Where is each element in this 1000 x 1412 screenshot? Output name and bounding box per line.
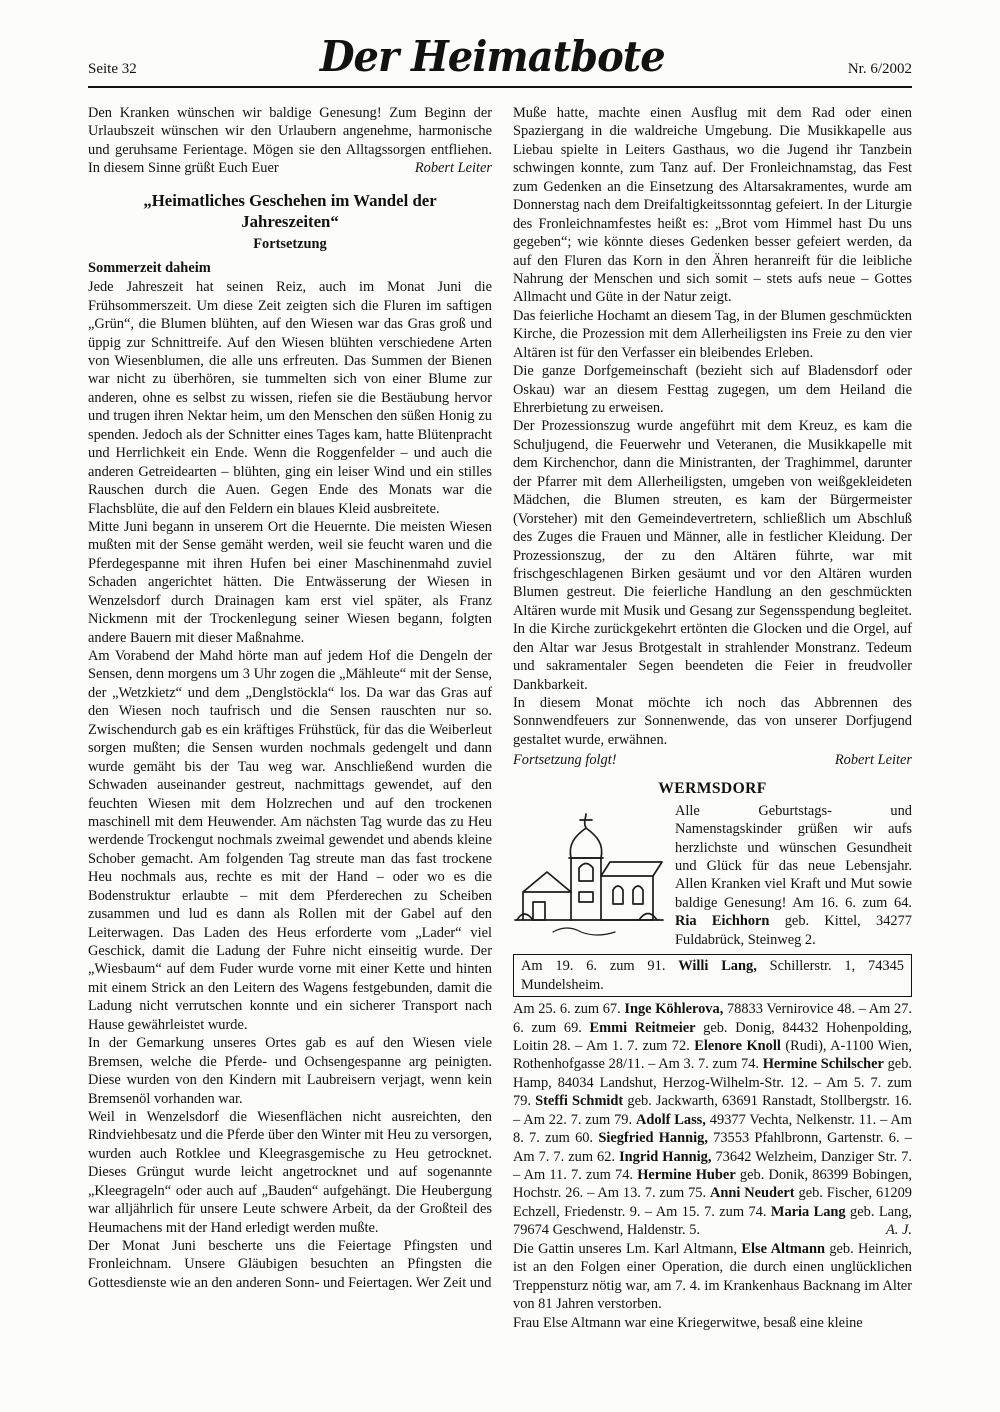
intro-text: Den Kranken wünschen wir baldige Genesung! Zum Beginn der Urlaubszeit wünschen wir den Urlaubern angenehme, harmonische und geruhsame Ferientage. Mögen sie den Alltagssorgen entfliehen. In diesem Sinne grüßt Euch Euer <box>88 105 492 177</box>
obituary-paragraph: Die Gattin unseres Lm. Karl Altmann, Else Altmann geb. Heinrich, ist an den Folgen einer Operation, die durch einen unglücklichen Treppensturz nötig war, am 7. 4. im Krankenhaus Backnang im Alter von 81 Jahren verstorben. <box>513 1240 913 1313</box>
article-paragraph: Der Prozessionszug wurde angeführt mit dem Kreuz, es kam die Schuljugend, die Feuerwehr und Veteranen, die Musikkapelle mit dem Kirchenchor, dann die Ministranten, der Traghimmel, darunter der Pfarrer mit dem Allerheiligsten, umgeben von weißgekleideten Mädchen, die Blumen streuten, es kam der Bürgermeister (Vorsteher) mit den Gemeindevertretern, schließlich um Abschluß des Zuges die Frauen und Männer, alle in festlicher Kleidung. Der Prozessionszug, der zu den Altären führte, war mit frischgeschlagenen Birken gesäumt und vor den Altären wurden Blumen gestreut. Die feierliche Handlung an den geschmückten Altären wurde mit Musik und Gesang zur Segensspendung begleitet. In die Kirche zurückgekehrt ertönten die Glocken und die Orgel, auf den Altar war Jesus Brotgestalt in strahlender Monstranz. Tedeum und sakramentaler Segen beendeten die Feier in freudvoller Dankbarkeit. <box>513 418 912 693</box>
left-column <box>88 104 492 1332</box>
church-line-drawing-svg <box>513 804 665 938</box>
church-illustration <box>513 804 665 938</box>
birthday-list: Am 25. 6. zum 67. Inge Köhlerova, 78833 Vernirovice 48. – Am 27. 6. zum 69. Emmi Reitmeier geb. Donig, 84432 Hohenpolding, Loitin 28. – Am 1. 7. zum 72. Elenore Knoll (Rudi), A-1100 Wien, Rothenhofgasse 28/11. – Am 3. 7. zum 74. Hermine Schilscher geb. Hamp, 84034 Landshut, Herzog-Wilhelm-Str. 12. – Am 5. 7. zum 79. Steffi Schmidt geb. Jackwarth, 63691 Ranstadt, Stollbergstr. 16. – Am 22. 7. zum 79. Adolf Lass, 49377 Vechta, Nelkenstr. 11. – Am 8. 7. zum 60. Siegfried Hannig, 73553 Pfahlbronn, Gartenstr. 6. – Am 7. 7. zum 62. Ingrid Hannig, 73642 Welzheim, Danziger Str. 7. – Am 11. 7. zum 74. Hermine Huber geb. Donik, 86399 Bobingen, Hochstr. 26. – Am 13. 7. zum 75. Anni Neudert geb. Fischer, 61209 Echzell, Friedenstr. 9. – Am 15. 7. zum 74. Maria Lang geb. Lang, 79674 Geschwend, Haldenstr. 5. <box>513 1001 913 1239</box>
article-paragraph: Muße hatte, machte einen Ausflug mit dem Rad oder einen Spaziergang in die waldreiche Umgebung. Die Musikkapelle aus Liebau spielte in Leiters Gasthaus, wo die Jugend ihr Tanzbein schwingen konnte, zum Tanz auf. Der Fronleichnamstag, das Fest zum Gedenken an die Einsetzung des Altarsakramentes, wurde am Donnerstag nach dem Dreifaltigkeitssonntag gefeiert. In der Liturgie des Fronleichnamfestes heißt es: „Brot vom Himmel hast Du uns gegeben“; wie könnte dieses Gedenken besser gefeiert werden, da auf den Fluren das Korn in den Ähren heranreift für die leibliche Nahrung der Menschen und sich somit – stets aufs neue – Gottes Allmacht und Güte in der Natur zeigt. <box>513 105 912 306</box>
page-number: Seite 32 <box>88 61 137 77</box>
birthday-initials: A. J. <box>886 1222 912 1239</box>
article-paragraph: Am Vorabend der Mahd hörte man auf jedem Hof die Dengeln der Sensen, denn morgens um 3 Uhr zogen die „Mähleute“ mit der Sense, der „Wetzkietz“ und dem „Denglstöckla“ los. Da war das Gras auf den Wiesen noch taufrisch und die Sensen rauschten nur so. Zwischendurch gab es ein kräftiges Frühstück, für das die Weiberleut sorgen mußten; die Sensen wurden nochmals gedengelt und dann wurde gemäht bis der Tau weg war. Anschließend wurden die Schwaden auseinander gestreut, nachmittags gewendet, auf den feuchten Wiesen mit dem Holzrechen und auf den trockenen maschinell mit dem Heuwender. Am nächsten Tag wurde das zu Heu werdende Trockengut nochmals zweimal gewendet und abends kleine Schober gemacht. Am folgenden Tag streute man das fast trockene Heu nochmals aus, rechte es mit der Hand – oder wo es die Bodenstruktur erlaubte – mit dem Pferderechen zu Scheiben zusammen und lud es dann als Rollen mit der Gabel auf den Leiterwagen. Das Laden des Heus erforderte vom „Lader“ viel Geschick, damit die Ladung der Fuhre nicht einseitig wurde. Der „Wiesbaum“ auf dem Fuder wurde vorne mit einer Kette und hinten mit einem Strick an den Leitern des Wagens festgebunden, damit die Ladung nicht verrutschen konnte und ein sicherer Transport nach Hause gewährleistet wurde. <box>88 648 492 1033</box>
birthday-list-paragraph <box>513 1000 912 1240</box>
section-heading: Sommerzeit daheim <box>88 259 211 276</box>
intro-paragraph <box>88 104 492 178</box>
two-column-layout <box>88 104 912 1332</box>
article-paragraph: Der Monat Juni bescherte uns die Feiertage Pfingsten und Fronleichnam. Unsere Gläubigen besuchten an Pfingsten die Gottesdienste wie an den anderen Sonn- und Feiertagen. Wer Zeit und <box>88 1238 492 1291</box>
issue-number: Nr. 6/2002 <box>847 61 912 77</box>
article-paragraph: Jede Jahreszeit hat seinen Reiz, auch im Monat Juni die Frühsommerszeit. Um diese Zeit zeigten sich die Fluren im saftigen „Grün“, die Blumen blühten, auf den Wiesen war das Gras groß und üppig zur Schnittreife. Auf den Wiesen blühten verschiedene Arten von Wiesenblumen, die alle uns erfreuten. Das Summen der Bienen war nicht zu überhören, sie tummelten sich von einer Blume zur anderen, ohne es selbst zu wissen, riefen sie die Bestäubung hervor und trugen ihren Nektar heim, um den Menschen den süßen Honig zu spenden. Jedoch als der Schnitter eines Tages kam, hatte Blütenpracht und Herrlichkeit ein Ende. Wenn die Roggenfelder – und auch die anderen Getreidearten – blühten, ging ein leiser Wind und ein stilles Rauschen durch die Auen. Gegen Ende des Monats war die Flachsblüte, die auf den Feldern ein blaues Kleid ausbreitete. <box>88 279 492 517</box>
article-title: „Heimatliches Geschehen im Wandel der Jahreszeiten“ <box>143 190 437 231</box>
article-paragraph: In diesem Monat möchte ich noch das Abbrennen des Sonnwendfeuers zur Sonnenwende, das von unserer Dorfjugend gestaltet wurde, erwähnen. <box>513 695 912 748</box>
wermsdorf-section <box>513 779 912 1332</box>
article-paragraph: In der Gemarkung unseres Ortes gab es auf den Wiesen viele Bremsen, welche die Pferde- und Ochsengespanne arg peinigten. Diese wurden von den Kindern mit Laubreisern verjagt, wenn kein Bremsenöl vorhanden war. <box>88 1035 492 1107</box>
continuation-line <box>513 751 912 769</box>
wermsdorf-heading: WERMSDORF <box>658 779 767 797</box>
closing-paragraph: Frau Else Altmann war eine Kriegerwitwe, besaß eine kleine <box>513 1314 863 1331</box>
boxed-entry: Am 19. 6. zum 91. Willi Lang, Schillerstr. 1, 74345 Mundelsheim. <box>513 954 912 997</box>
article-paragraph: Die ganze Dorfgemeinschaft (bezieht sich auf Bladensdorf oder Oskau) war an diesem Festtag zugegen, um dem Heiland die Ehrerbietung zu erweisen. <box>513 363 912 416</box>
right-column <box>513 104 912 1332</box>
page-header <box>88 30 912 88</box>
intro-signature: Robert Leiter <box>414 160 492 177</box>
article-subtitle: Fortsetzung <box>253 236 327 253</box>
article-paragraph: Mitte Juni begann in unserem Ort die Heuernte. Die meisten Wiesen mußten mit der Sense gemäht werden, weil sie feucht waren und die Pferdegespanne mit ihren Hufen bei einer Maschinenmahd zuviel Schaden angerichtet hätten. Die Entwässerung der Wiesen in Wenzelsdorf durch Drainagen kam erst viel später, als Franz Nickmenn mit der Trockenlegung seiner Wiesen begann, folgten andere Bauern mit dieser Maßnahme. <box>88 518 492 646</box>
continuation-signature: Robert Leiter <box>834 752 912 769</box>
article-paragraph: Das feierliche Hochamt an diesem Tag, in der Blumen geschmückten Kirche, die Prozession mit dem Allerheiligsten ins Freie zu den vier Altären ist für den Verfasser ein bleibendes Erleben. <box>513 307 912 361</box>
article-paragraph: Weil in Wenzelsdorf die Wiesenflächen nicht ausreichten, den Rindviehbesatz und die Pferde über den Winter mit Heu zu versorgen, wurden auch Rotklee und Kleegrasgemische zu Heu getrocknet. Dieses Grüngut wurde leicht angetrocknet und auf sogenannte „Kleegrageln“ oder auch auf „Bauden“ aufgehängt. Die Heubergung war alljährlich für unsere Leute schwere Arbeit, da der Großteil des Heumachens mit der Hand erledigt werden mußte. <box>88 1108 492 1236</box>
continuation-note: Fortsetzung folgt! <box>513 752 617 769</box>
masthead: Der Heimatbote <box>319 31 665 82</box>
wermsdorf-intro: Alle Geburtstags- und Namenstagskinder grüßen wir aufs herzlichste und wünschen Gesundheit und Glück für das neue Lebensjahr. Allen Kranken viel Kraft und Mut sowie baldige Genesung! Am 16. 6. zum 64. Ria Eichhorn geb. Kittel, 34277 Fuldabrück, Steinweg 2. <box>675 802 913 948</box>
